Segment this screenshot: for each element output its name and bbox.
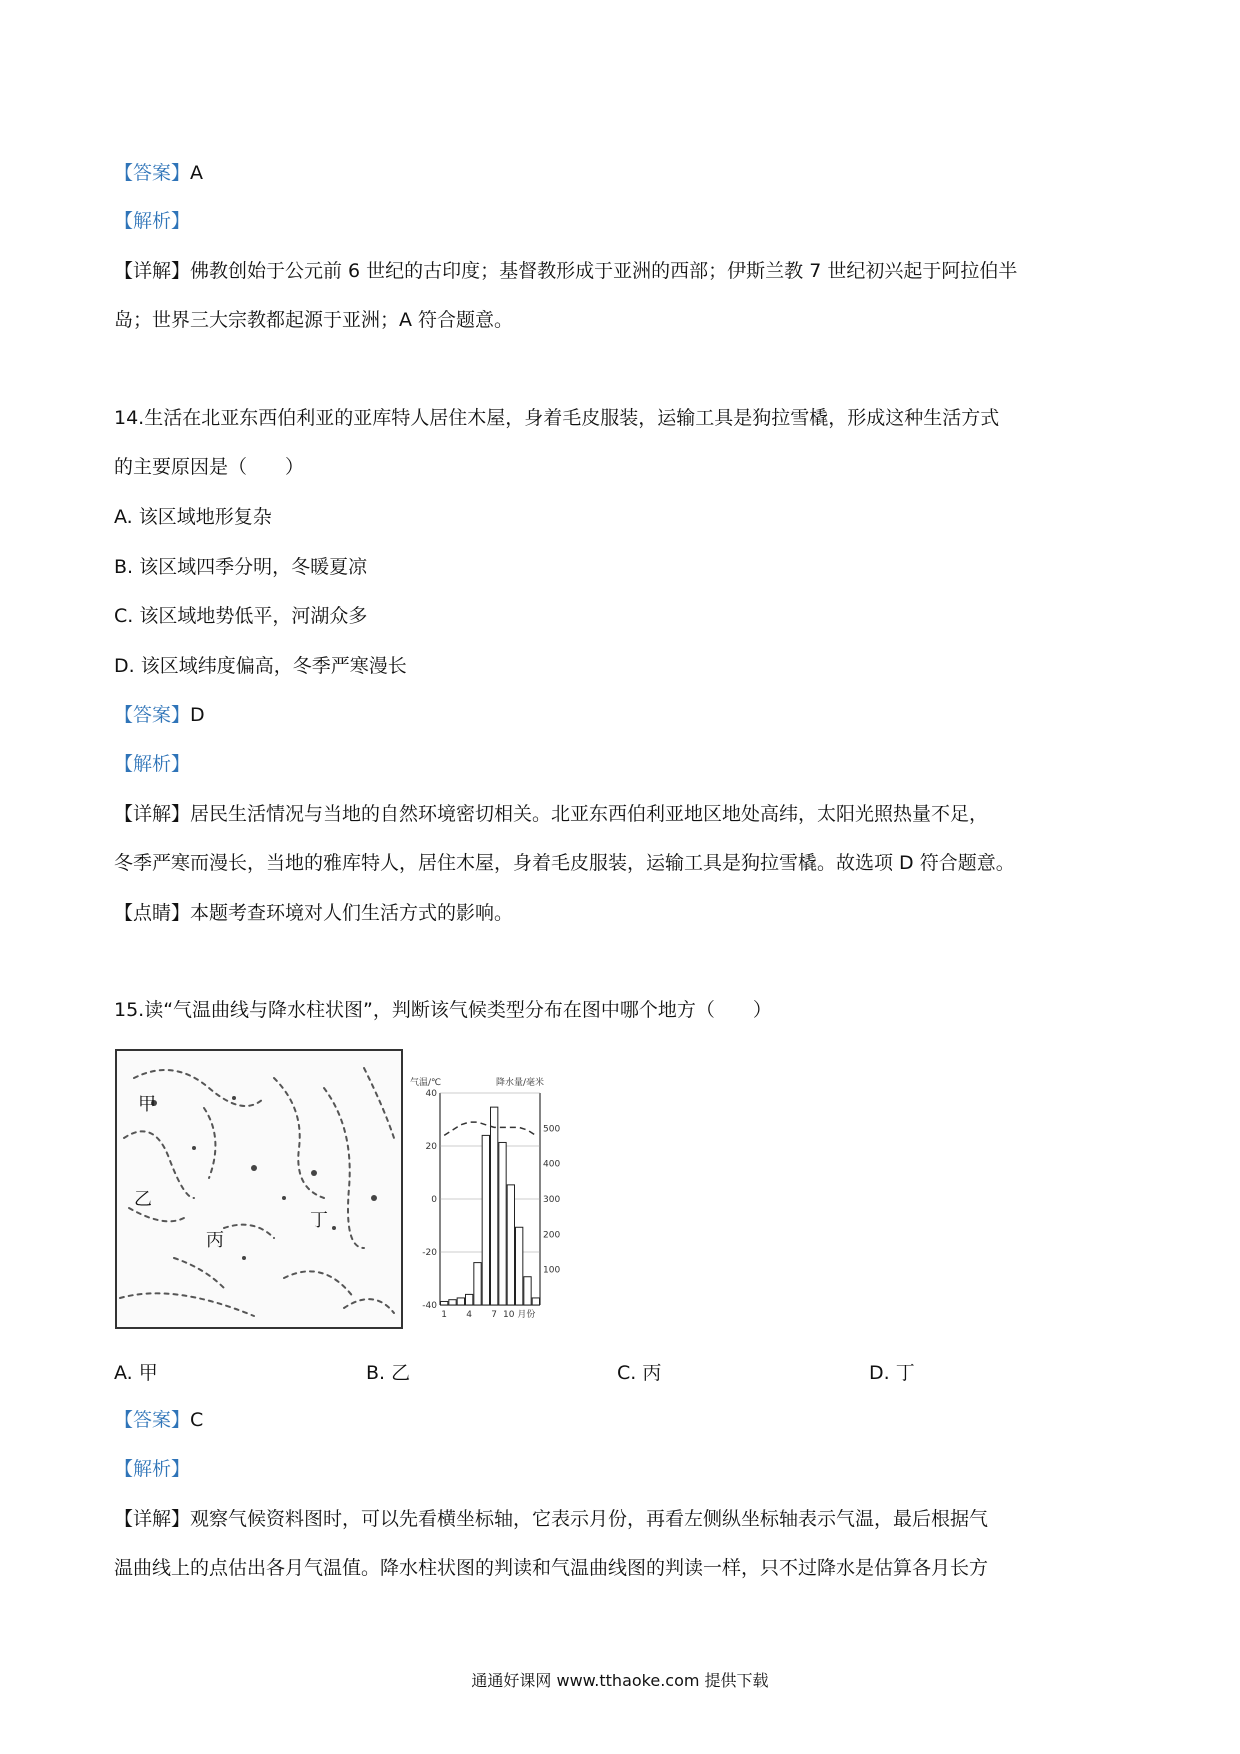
map-label-bing: 丙	[206, 1230, 224, 1251]
page-footer: 通通好课网 www.tthaoke.com 提供下载	[471, 1671, 769, 1690]
temp-tick-label: -40	[422, 1301, 437, 1311]
precip-bar	[441, 1301, 448, 1305]
detail-tag: 【详解】	[114, 803, 191, 825]
note-tag: 【点睛】	[114, 902, 191, 924]
precip-tick-label: 300	[543, 1195, 561, 1205]
map-figure	[114, 1048, 404, 1330]
precip-tick-label: 100	[543, 1265, 561, 1276]
q15-option-b: B. 乙	[366, 1362, 411, 1384]
answer-tag: 【答案】	[114, 1409, 191, 1431]
q15-option-d: D. 丁	[869, 1362, 915, 1384]
q14-detail-line1	[114, 801, 988, 827]
precip-bar	[449, 1300, 456, 1305]
q13-analysis-tag: 【解析】	[114, 210, 191, 232]
precip-bar	[491, 1107, 498, 1305]
answer-tag: 【答案】	[114, 162, 191, 184]
precip-bar	[474, 1263, 481, 1305]
q15-option-a: A. 甲	[114, 1362, 158, 1384]
q15-question: 15.读“气温曲线与降水柱状图”，判断该气候类型分布在图中哪个地方（ ）	[114, 999, 772, 1021]
map-label-yi: 乙	[134, 1189, 152, 1210]
q13-detail-line1	[114, 258, 1017, 284]
q13-answer-line	[114, 160, 203, 186]
month-tick-label: 10 月份	[503, 1310, 536, 1320]
q15-detail-line1	[114, 1506, 988, 1532]
month-tick-label: 1	[441, 1310, 448, 1320]
answer-value: A	[190, 162, 204, 184]
map-label-jia: 甲	[138, 1094, 156, 1115]
q14-option-b: B. 该区域四季分明，冬暖夏凉	[114, 556, 368, 578]
q14-option-c: C. 该区域地势低平，河湖众多	[114, 605, 368, 627]
q14-analysis-tag: 【解析】	[114, 753, 191, 775]
precip-bar	[457, 1298, 464, 1305]
q14-answer-line	[114, 702, 205, 728]
q14-option-d: D. 该区域纬度偏高，冬季严寒漫长	[114, 655, 407, 677]
temp-tick-label: 0	[431, 1195, 437, 1205]
q14-note-line	[114, 900, 513, 926]
answer-value: C	[190, 1409, 204, 1431]
precip-bar	[482, 1135, 489, 1305]
q15-analysis-tag: 【解析】	[114, 1458, 191, 1480]
precip-bar	[507, 1185, 514, 1305]
note-text: 本题考查环境对人们生活方式的影响。	[190, 902, 514, 924]
precip-tick-label: 200	[543, 1230, 561, 1241]
temp-tick-label: -20	[422, 1248, 437, 1258]
temp-tick-label: 20	[425, 1142, 437, 1152]
map-label-ding: 丁	[310, 1210, 328, 1231]
precip-axis-label: 降水量/毫米	[496, 1078, 545, 1088]
answer-tag: 【答案】	[114, 704, 191, 726]
month-tick-label: 7	[491, 1310, 498, 1320]
detail-text: 观察气候资料图时，可以先看横坐标轴，它表示月份，再看左侧纵坐标轴表示气温，最后根据气	[190, 1508, 989, 1530]
q15-answer-line	[114, 1407, 203, 1433]
temp-tick-label: 40	[425, 1089, 437, 1099]
detail-text: 居民生活情况与当地的自然环境密切相关。北亚东西伯利亚地区地处高纬，太阳光照热量不足，	[190, 803, 989, 825]
q14-option-a: A. 该区域地形复杂	[114, 506, 272, 528]
climate-chart	[410, 1065, 580, 1330]
detail-tag: 【详解】	[114, 260, 191, 282]
month-tick-label: 4	[466, 1310, 473, 1320]
q15-option-c: C. 丙	[617, 1362, 662, 1384]
precip-tick-label: 400	[543, 1159, 561, 1170]
detail-tag: 【详解】	[114, 1508, 191, 1530]
q15-detail-line2: 温曲线上的点估出各月气温值。降水柱状图的判读和气温曲线图的判读一样，只不过降水是估算各月长方	[114, 1557, 989, 1579]
temp-axis-label: 气温/℃	[410, 1078, 442, 1088]
q14-question-line2: 的主要原因是（ ）	[114, 456, 305, 478]
detail-text: 佛教创始于公元前 6 世纪的古印度；基督教形成于亚洲的西部；伊斯兰教 7 世纪初兴起于阿拉伯半	[190, 260, 1018, 282]
precip-tick-label: 500	[543, 1124, 561, 1135]
q14-detail-line2: 冬季严寒而漫长，当地的雅库特人，居住木屋，身着毛皮服装，运输工具是狗拉雪橇。故选项 D 符合题意。	[114, 852, 1015, 874]
precip-bar	[516, 1227, 523, 1305]
precip-bar	[524, 1277, 531, 1305]
precip-bar	[499, 1142, 506, 1305]
answer-value: D	[190, 704, 205, 726]
precip-bar	[466, 1294, 473, 1305]
q14-question-line1: 14.生活在北亚东西伯利亚的亚库特人居住木屋，身着毛皮服装，运输工具是狗拉雪橇，形成这种生活方式	[114, 407, 1000, 429]
precip-bar	[532, 1298, 539, 1305]
q13-detail-line2: 岛；世界三大宗教都起源于亚洲；A 符合题意。	[114, 309, 514, 331]
